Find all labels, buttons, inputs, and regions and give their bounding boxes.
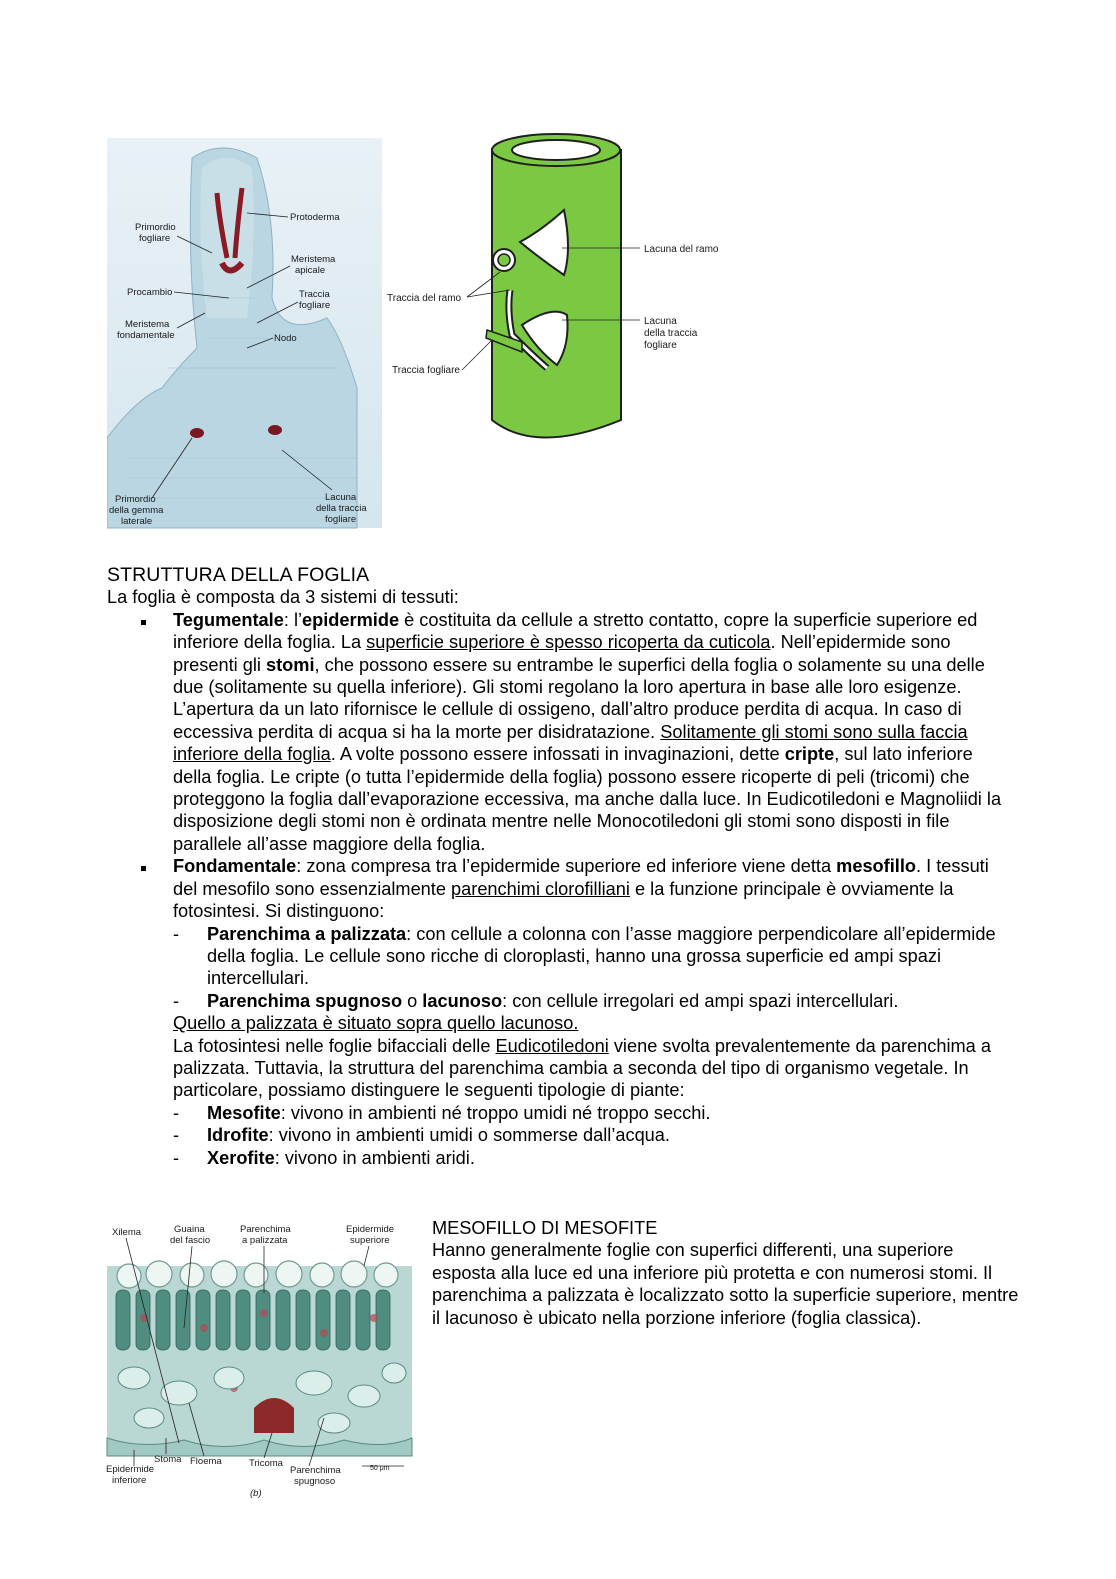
leaf-label-epidermide: Epidermide: [346, 1224, 395, 1235]
stem-label-traccia-fogliare: Traccia fogliare: [392, 365, 460, 376]
parenchima-spugnoso-item: - Parenchima spugnoso o lacunoso: con cellule irregolari ed ampi spazi intercellulari.: [173, 990, 1012, 1012]
leaf-label-spugnoso: spugnoso: [294, 1476, 336, 1487]
svg-text:Procambio: [127, 287, 172, 298]
apex-label-della-traccia: della traccia: [316, 503, 367, 514]
stem-label-lacuna: Lacuna: [644, 316, 677, 327]
leaf-label-xilema: Xilema: [112, 1227, 142, 1238]
leaf-label-del-fascio: del fascio: [170, 1235, 211, 1246]
apex-label-fondamentale: fondamentale: [117, 330, 175, 341]
svg-text:Traccia fogliare: [392, 365, 460, 376]
apex-label-primordio2: Primordio: [115, 494, 156, 505]
svg-text:superiore: [350, 1235, 390, 1246]
leaf-label-a-palizzata: a palizzata: [242, 1235, 288, 1246]
svg-text:a palizzata: [242, 1235, 288, 1246]
svg-text:spugnoso: [294, 1476, 335, 1487]
svg-text:(b): [250, 1488, 262, 1499]
apex-label-meristema: Meristema: [291, 254, 336, 265]
svg-text:Primordio: [115, 494, 156, 505]
svg-text:Epidermide: [106, 1464, 154, 1475]
leaf-label-inferiore: inferiore: [112, 1475, 147, 1486]
mesofite-section: [432, 1217, 1022, 1329]
mesofite-body: Hanno generalmente foglie con superfici differenti, una superiore esposta alla luce ed una inferiore più protetta e con numerosi stomi. Il parenchima a palizzata è localizzato sotto la superficie superiore, mentre il lacunoso è ubicato nella porzione inferiore (foglia classica).: [432, 1240, 1019, 1328]
svg-text:fondamentale: [117, 330, 175, 341]
leaf-label-parenchima: Parenchima: [240, 1224, 291, 1235]
leaf-label-guaina: Guaina: [174, 1224, 205, 1235]
plant-type-mesofite: - Mesofite: vivono in ambienti né troppo umidi né troppo secchi.: [173, 1102, 1012, 1124]
list-item-fondamentale: Fondamentale: zona compresa tra l’epidermide superiore ed inferiore viene detta mesofillo. I tessuti del mesofilo sono essenzialmente parenchimi clorofilliani e la funzione principale è ovviamente la fotosintesi. Si distinguono: - Parenchima a palizzata: con cellule a colonna con l’asse maggiore perpendicolare all’epidermide della foglia. Le cellule sono ricche di cloroplasti, hanno una grossa superficie ed ampi spazi intercellulari. - Parenchima spugnoso o lacunoso: con cellule irregolari ed ampi spazi intercellulari. Quello a palizzata è situato sopra quello lacunoso. La fotosintesi nelle foglie bifacciali delle Eudicotiledoni viene svolta prevalentemente da parenchima a palizzata. Tuttavia, la struttura del parenchima cambia a seconda del tipo di organismo vegetale. In particolare, possiamo distinguere le seguenti tipologie di piante: - Mesofite: vivono in ambienti né troppo umidi né troppo secchi. - Idrofite: vivono in ambienti umidi o sommerse dall’acqua. - Xerofite: vivono in ambienti aridi.: [173, 855, 1012, 1169]
svg-text:Lacuna: [325, 492, 357, 503]
stem-diagram-figure: [382, 130, 742, 450]
svg-text:inferiore: [112, 1475, 146, 1486]
plant-type-idrofite: - Idrofite: vivono in ambienti umidi o sommerse dall’acqua.: [173, 1124, 1012, 1146]
svg-text:Xilema: [112, 1227, 142, 1238]
apex-label-laterale: laterale: [121, 516, 153, 527]
leaf-scale-bar-label: 50 μm: [370, 1465, 390, 1472]
svg-text:fogliare: [139, 233, 170, 244]
svg-text:della traccia: [644, 328, 698, 339]
shoot-apex-figure: [107, 138, 382, 530]
svg-text:Tricoma: [249, 1458, 284, 1469]
apex-label-traccia: Traccia: [299, 289, 330, 300]
apex-label-procambio: Procambio: [127, 287, 173, 298]
apex-label-fogliare: fogliare: [139, 233, 171, 244]
svg-text:Meristema: [125, 319, 170, 330]
leaf-cross-section-figure: [104, 1218, 424, 1503]
palizzata-position-note: Quello a palizzata è situato sopra quello lacunoso.: [173, 1013, 579, 1034]
svg-text:Lacuna del ramo: [644, 244, 719, 255]
section-heading: STRUTTURA DELLA FOGLIA: [107, 564, 370, 586]
svg-text:Traccia: [299, 289, 331, 300]
svg-text:Meristema: [291, 254, 336, 265]
stem-label-traccia-ramo: Traccia del ramo: [387, 293, 462, 304]
svg-text:Parenchima: [240, 1224, 291, 1235]
apex-label-nodo: Nodo: [274, 333, 297, 344]
leaf-label-tricoma: Tricoma: [249, 1458, 283, 1469]
svg-text:Traccia del ramo: [387, 293, 462, 304]
leaf-label-parenchima-sp: Parenchima: [290, 1465, 341, 1476]
leaf-label-stoma: Stoma: [154, 1454, 182, 1465]
mesofite-title: MESOFILLO DI MESOFITE: [432, 1218, 658, 1238]
stem-label-della-traccia: della traccia: [644, 328, 698, 339]
leaf-panel-label: (b): [250, 1488, 262, 1499]
leaf-label-floema: Floema: [190, 1456, 222, 1467]
list-item-tegumentale: Tegumentale: l’epidermide è costituita da cellule a stretto contatto, copre la superficie superiore ed inferiore della foglia. La superficie superiore è spesso ricoperta da cuticola. Nell’epidermide sono presenti gli stomi, che possono essere su entrambe le superfici della foglia o solamente su una delle due (solitamente su quella inferiore). Gli stomi regolano la loro apertura in base alle loro esigenze. L’apertura da un lato rifornisce le cellule di ossigeno, dall’altro produce perdita di acqua. In caso di eccessiva perdita di acqua si ha la morte per disidratazione. Solitamente gli stomi sono sulla faccia inferiore della foglia. A volte possono essere infossati in invaginazioni, dette cripte, sul lato inferiore della foglia. Le cripte (o tutta l’epidermide della foglia) possono essere ricoperte di peli (tricomi) che proteggono la foglia dall’evaporazione eccessiva, ma anche dalla luce. In Eudicotiledoni e Magnoliidi la disposizione degli stomi non è ordinata mentre nelle Monocotiledoni gli stomi sono disposti in file parallele all’asse maggiore della foglia.: [173, 609, 1012, 855]
svg-text:apicale: [295, 265, 325, 276]
apex-label-della-gemma: della gemma: [109, 505, 164, 516]
apex-label-primordio: Primordio: [135, 222, 176, 233]
svg-text:Guaina: [174, 1224, 205, 1235]
svg-text:Protoderma: [290, 212, 340, 223]
parenchima-palizzata-item: - Parenchima a palizzata: con cellule a colonna con l’asse maggiore perpendicolare all’epidermide della foglia. Le cellule sono ricche di cloroplasti, hanno una grossa superficie ed ampi spazi intercellulari.: [173, 923, 1012, 990]
apex-label-lacuna: Lacuna: [325, 492, 357, 503]
stem-label-fogliare: fogliare: [644, 340, 677, 351]
svg-text:Epidermide: [346, 1224, 394, 1235]
section-intro: La foglia è composta da 3 sistemi di tessuti:: [107, 587, 459, 608]
svg-text:Primordio: [135, 222, 176, 233]
svg-text:del fascio: [170, 1235, 210, 1246]
svg-text:Stoma: [154, 1454, 182, 1465]
svg-text:della gemma: [109, 505, 164, 516]
svg-text:Floema: [190, 1456, 222, 1467]
svg-text:della traccia: [316, 503, 367, 514]
svg-text:Nodo: [274, 333, 297, 344]
apex-label-fogliare2: fogliare: [299, 300, 331, 311]
apex-label-fogliare3: fogliare: [325, 514, 357, 525]
svg-text:laterale: [121, 516, 152, 527]
photosynthesis-paragraph: La fotosintesi nelle foglie bifacciali delle Eudicotiledoni viene svolta prevalentemente da parenchima a palizzata. Tuttavia, la struttura del parenchima cambia a seconda del tipo di organismo vegetale. In particolare, possiamo distinguere le seguenti tipologie di piante:: [173, 1035, 991, 1101]
svg-text:fogliare: [644, 340, 677, 351]
plant-type-xerofite: - Xerofite: vivono in ambienti aridi.: [173, 1147, 1012, 1169]
apex-label-protoderma: Protoderma: [290, 212, 340, 223]
tissue-systems-list: [107, 609, 1012, 1169]
svg-text:Lacuna: [644, 316, 677, 327]
apex-label-meristema2: Meristema: [125, 319, 170, 330]
svg-text:fogliare: [325, 514, 356, 525]
stem-label-lacuna-ramo: Lacuna del ramo: [644, 244, 719, 255]
apex-label-apicale: apicale: [295, 265, 326, 276]
svg-text:fogliare: [299, 300, 330, 311]
leaf-label-epidermide-inf: Epidermide: [106, 1464, 155, 1475]
svg-text:Parenchima: [290, 1465, 341, 1476]
leaf-label-superiore: superiore: [350, 1235, 390, 1246]
leaf-structure-section: [107, 564, 1012, 1169]
